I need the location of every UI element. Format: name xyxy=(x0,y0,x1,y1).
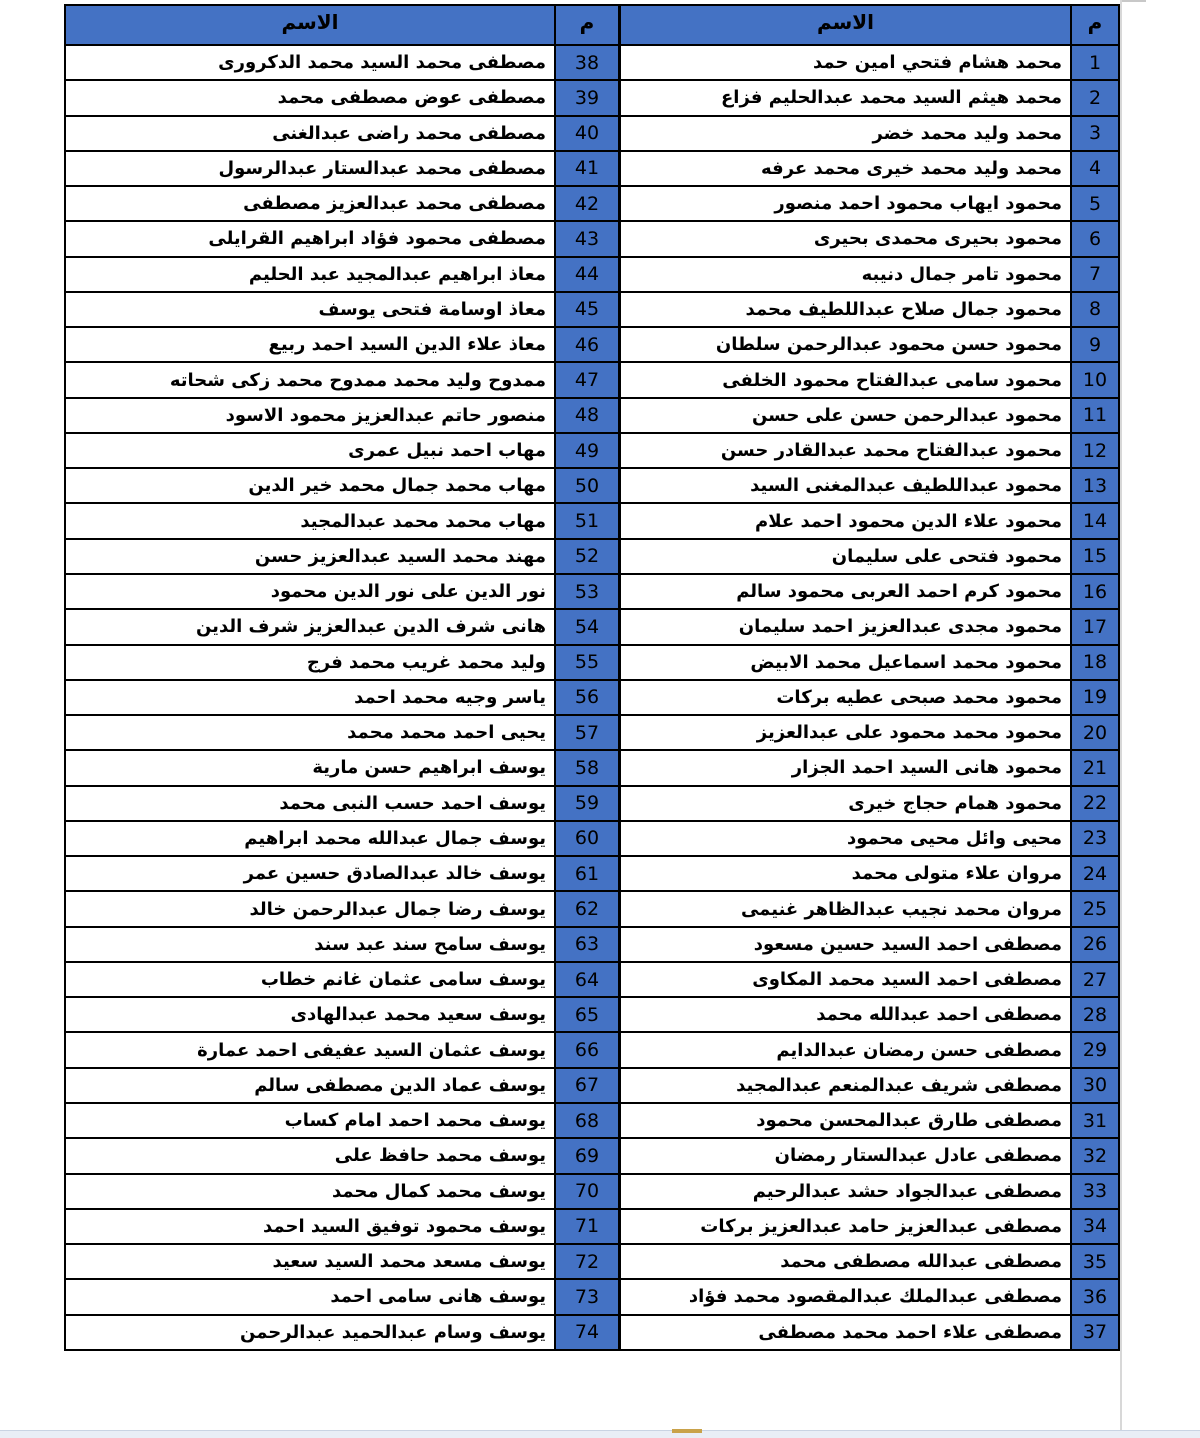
row-number-cell: 29 xyxy=(1071,1032,1119,1067)
student-name-cell: ممدوح وليد محمد ممدوح محمد زكى شحاته xyxy=(65,362,555,397)
student-name-cell: مهاب احمد نبيل عمرى xyxy=(65,433,555,468)
table-row xyxy=(620,891,1119,926)
row-number-cell: 44 xyxy=(555,257,619,292)
row-number-cell: 71 xyxy=(555,1209,619,1244)
table-row xyxy=(620,45,1119,80)
student-name-cell: مروان محمد نجيب عبدالظاهر غنيمى xyxy=(620,891,1071,926)
table-row xyxy=(620,151,1119,186)
row-number-cell: 62 xyxy=(555,891,619,926)
student-name-cell: محمود محمد اسماعيل محمد الابيض xyxy=(620,645,1071,680)
row-number-cell: 20 xyxy=(1071,715,1119,750)
student-name-cell: مصطفى عبدالملك عبدالمقصود محمد فؤاد xyxy=(620,1279,1071,1314)
student-name-cell: مصطفى محمود فؤاد ابراهيم القرايلى xyxy=(65,221,555,256)
table-row xyxy=(65,1068,619,1103)
table-row xyxy=(65,257,619,292)
table-row xyxy=(620,1138,1119,1173)
table-row xyxy=(65,1279,619,1314)
student-name-cell: مصطفى احمد السيد حسين مسعود xyxy=(620,927,1071,962)
table-row xyxy=(620,362,1119,397)
table-row xyxy=(620,715,1119,750)
student-name-cell: يوسف احمد حسب النبى محمد xyxy=(65,786,555,821)
name-column-header: الاسم xyxy=(65,5,555,45)
table-row xyxy=(65,1244,619,1279)
student-name-cell: يوسف جمال عبدالله محمد ابراهيم xyxy=(65,821,555,856)
row-number-cell: 39 xyxy=(555,80,619,115)
row-number-cell: 63 xyxy=(555,927,619,962)
table-row xyxy=(620,1032,1119,1067)
student-name-cell: محمود عبداللطيف عبدالمغنى السيد xyxy=(620,468,1071,503)
student-name-cell: يوسف ابراهيم حسن مارية xyxy=(65,750,555,785)
row-number-cell: 11 xyxy=(1071,398,1119,433)
row-number-cell: 37 xyxy=(1071,1315,1119,1350)
student-name-cell: محمود محمد صبحى عطيه بركات xyxy=(620,680,1071,715)
row-number-cell: 45 xyxy=(555,292,619,327)
student-name-cell: يوسف سامى عثمان غانم خطاب xyxy=(65,962,555,997)
row-number-cell: 49 xyxy=(555,433,619,468)
student-name-cell: يوسف عماد الدين مصطفى سالم xyxy=(65,1068,555,1103)
table-row xyxy=(65,151,619,186)
table-row xyxy=(65,891,619,926)
row-number-cell: 72 xyxy=(555,1244,619,1279)
student-name-cell: مهند محمد السيد عبدالعزيز حسن xyxy=(65,539,555,574)
table-row xyxy=(620,680,1119,715)
name-column-header: الاسم xyxy=(620,5,1071,45)
row-number-cell: 27 xyxy=(1071,962,1119,997)
row-number-cell: 56 xyxy=(555,680,619,715)
student-name-cell: يوسف محمد احمد امام كساب xyxy=(65,1103,555,1138)
table-row xyxy=(620,1279,1119,1314)
row-number-cell: 17 xyxy=(1071,609,1119,644)
row-number-cell: 31 xyxy=(1071,1103,1119,1138)
student-name-cell: محمود محمد محمود على عبدالعزيز xyxy=(620,715,1071,750)
row-number-cell: 41 xyxy=(555,151,619,186)
table-row xyxy=(620,468,1119,503)
row-number-cell: 59 xyxy=(555,786,619,821)
row-number-cell: 32 xyxy=(1071,1138,1119,1173)
table-row xyxy=(65,786,619,821)
student-name-cell: مصطفى حسن رمضان عبدالدايم xyxy=(620,1032,1071,1067)
student-name-cell: محمود عبدالرحمن حسن على حسن xyxy=(620,398,1071,433)
table-row xyxy=(65,116,619,151)
table-row xyxy=(65,680,619,715)
student-name-cell: محمود علاء الدين محمود احمد علام xyxy=(620,503,1071,538)
row-number-cell: 48 xyxy=(555,398,619,433)
row-number-cell: 25 xyxy=(1071,891,1119,926)
row-number-cell: 52 xyxy=(555,539,619,574)
table-row xyxy=(65,539,619,574)
row-number-cell: 16 xyxy=(1071,574,1119,609)
row-number-cell: 13 xyxy=(1071,468,1119,503)
student-name-cell: وليد محمد غريب محمد فرج xyxy=(65,645,555,680)
row-number-cell: 66 xyxy=(555,1032,619,1067)
table-row xyxy=(65,80,619,115)
table-row xyxy=(620,503,1119,538)
table-row xyxy=(620,1103,1119,1138)
table-row xyxy=(65,1103,619,1138)
student-name-cell: يحيى احمد محمد محمد xyxy=(65,715,555,750)
row-number-cell: 51 xyxy=(555,503,619,538)
student-name-cell: معاذ علاء الدين السيد احمد ربيع xyxy=(65,327,555,362)
student-name-cell: محيى وائل محيى محمود xyxy=(620,821,1071,856)
student-name-cell: محمود جمال صلاح عبداللطيف محمد xyxy=(620,292,1071,327)
table-row xyxy=(65,715,619,750)
row-number-cell: 38 xyxy=(555,45,619,80)
row-number-cell: 69 xyxy=(555,1138,619,1173)
row-number-cell: 22 xyxy=(1071,786,1119,821)
table-body-left xyxy=(65,45,619,1350)
row-number-cell: 42 xyxy=(555,186,619,221)
row-number-cell: 64 xyxy=(555,962,619,997)
row-number-cell: 7 xyxy=(1071,257,1119,292)
student-name-cell: يوسف عثمان السيد عفيفى احمد عمارة xyxy=(65,1032,555,1067)
table-row xyxy=(620,257,1119,292)
table-row xyxy=(65,1032,619,1067)
student-name-cell: مصطفى طارق عبدالمحسن محمود xyxy=(620,1103,1071,1138)
row-number-cell: 8 xyxy=(1071,292,1119,327)
table-row xyxy=(620,856,1119,891)
table-row xyxy=(620,1315,1119,1350)
table-row xyxy=(620,1174,1119,1209)
row-number-cell: 73 xyxy=(555,1279,619,1314)
table-header-row xyxy=(620,5,1119,45)
table-row xyxy=(65,186,619,221)
table-row xyxy=(65,962,619,997)
bottom-marker xyxy=(672,1429,702,1433)
table-row xyxy=(65,997,619,1032)
table-row xyxy=(620,433,1119,468)
row-number-cell: 33 xyxy=(1071,1174,1119,1209)
student-name-cell: معاذ اوسامة فتحى يوسف xyxy=(65,292,555,327)
table-row xyxy=(65,609,619,644)
student-name-cell: مصطفى محمد عبدالستار عبدالرسول xyxy=(65,151,555,186)
row-number-cell: 40 xyxy=(555,116,619,151)
table-row xyxy=(620,292,1119,327)
row-number-cell: 14 xyxy=(1071,503,1119,538)
row-number-cell: 15 xyxy=(1071,539,1119,574)
student-name-cell: محمد هشام فتحي امين حمد xyxy=(620,45,1071,80)
row-number-cell: 68 xyxy=(555,1103,619,1138)
row-number-cell: 46 xyxy=(555,327,619,362)
student-name-cell: مصطفى احمد السيد محمد المكاوى xyxy=(620,962,1071,997)
row-number-cell: 28 xyxy=(1071,997,1119,1032)
row-number-cell: 9 xyxy=(1071,327,1119,362)
student-name-cell: محمود فتحى على سليمان xyxy=(620,539,1071,574)
table-row xyxy=(65,1174,619,1209)
row-number-cell: 23 xyxy=(1071,821,1119,856)
student-name-cell: محمود عبدالفتاح محمد عبدالقادر حسن xyxy=(620,433,1071,468)
student-name-cell: محمود تامر جمال دنيبه xyxy=(620,257,1071,292)
student-name-cell: مصطفى احمد عبدالله محمد xyxy=(620,997,1071,1032)
table-row xyxy=(620,1068,1119,1103)
row-number-cell: 34 xyxy=(1071,1209,1119,1244)
table-row xyxy=(620,80,1119,115)
table-row xyxy=(65,856,619,891)
table-row xyxy=(65,45,619,80)
number-column-header: م xyxy=(555,5,619,45)
table-row xyxy=(65,398,619,433)
table-row xyxy=(65,221,619,256)
row-number-cell: 4 xyxy=(1071,151,1119,186)
table-row xyxy=(65,327,619,362)
student-name-cell: محمود ايهاب محمود احمد منصور xyxy=(620,186,1071,221)
student-name-cell: مصطفى علاء احمد محمد مصطفى xyxy=(620,1315,1071,1350)
student-name-cell: محمود هانى السيد احمد الجزار xyxy=(620,750,1071,785)
row-number-cell: 21 xyxy=(1071,750,1119,785)
row-number-cell: 1 xyxy=(1071,45,1119,80)
row-number-cell: 36 xyxy=(1071,1279,1119,1314)
student-name-cell: مصطفى عبدالجواد حشد عبدالرحيم xyxy=(620,1174,1071,1209)
table-row xyxy=(620,609,1119,644)
row-number-cell: 12 xyxy=(1071,433,1119,468)
student-name-cell: يوسف محمود توفيق السيد احمد xyxy=(65,1209,555,1244)
table-body-right xyxy=(620,45,1119,1350)
table-row xyxy=(65,362,619,397)
student-name-cell: محمد هيثم السيد محمد عبدالحليم فزاع xyxy=(620,80,1071,115)
student-name-cell: مصطفى عبدالعزيز حامد عبدالعزيز بركات xyxy=(620,1209,1071,1244)
table-row xyxy=(620,645,1119,680)
table-row xyxy=(620,927,1119,962)
row-number-cell: 43 xyxy=(555,221,619,256)
student-name-cell: يوسف سعيد محمد عبدالهادى xyxy=(65,997,555,1032)
student-name-cell: مصطفى محمد عبدالعزيز مصطفى xyxy=(65,186,555,221)
table-row xyxy=(620,1244,1119,1279)
student-name-cell: يوسف رضا جمال عبدالرحمن خالد xyxy=(65,891,555,926)
student-name-cell: مهاب محمد جمال محمد خير الدين xyxy=(65,468,555,503)
row-number-cell: 19 xyxy=(1071,680,1119,715)
row-number-cell: 61 xyxy=(555,856,619,891)
student-name-cell: يوسف سامح سند عبد سند xyxy=(65,927,555,962)
row-number-cell: 18 xyxy=(1071,645,1119,680)
table-row xyxy=(65,927,619,962)
student-name-cell: يوسف مسعد محمد السيد سعيد xyxy=(65,1244,555,1279)
page-corner-mark xyxy=(1122,0,1146,2)
table-row xyxy=(65,1209,619,1244)
student-name-cell: محمود همام حجاج خيرى xyxy=(620,786,1071,821)
student-name-cell: محمود بحيرى محمدى بحيرى xyxy=(620,221,1071,256)
row-number-cell: 30 xyxy=(1071,1068,1119,1103)
student-name-cell: مصطفى عادل عبدالستار رمضان xyxy=(620,1138,1071,1173)
row-number-cell: 57 xyxy=(555,715,619,750)
table-row xyxy=(620,574,1119,609)
row-number-cell: 74 xyxy=(555,1315,619,1350)
row-number-cell: 60 xyxy=(555,821,619,856)
student-name-cell: محمود مجدى عبدالعزيز احمد سليمان xyxy=(620,609,1071,644)
table-row xyxy=(620,997,1119,1032)
number-column-header: م xyxy=(1071,5,1119,45)
table-row xyxy=(65,292,619,327)
student-name-cell: محمود حسن محمود عبدالرحمن سلطان xyxy=(620,327,1071,362)
table-row xyxy=(620,539,1119,574)
table-row xyxy=(620,327,1119,362)
row-number-cell: 67 xyxy=(555,1068,619,1103)
table-row xyxy=(65,645,619,680)
student-name-cell: محمد وليد محمد خضر xyxy=(620,116,1071,151)
table-row xyxy=(620,116,1119,151)
row-number-cell: 10 xyxy=(1071,362,1119,397)
row-number-cell: 35 xyxy=(1071,1244,1119,1279)
student-name-cell: مصطفى محمد راضى عبدالغنى xyxy=(65,116,555,151)
student-name-cell: ياسر وجيه محمد احمد xyxy=(65,680,555,715)
table-row xyxy=(65,468,619,503)
row-number-cell: 50 xyxy=(555,468,619,503)
row-number-cell: 53 xyxy=(555,574,619,609)
table-row xyxy=(620,786,1119,821)
table-row xyxy=(65,574,619,609)
row-number-cell: 58 xyxy=(555,750,619,785)
names-table-right xyxy=(619,4,1120,1351)
row-number-cell: 26 xyxy=(1071,927,1119,962)
row-number-cell: 54 xyxy=(555,609,619,644)
table-row xyxy=(620,750,1119,785)
student-name-cell: مروان علاء متولى محمد xyxy=(620,856,1071,891)
student-name-cell: مصطفى عوض مصطفى محمد xyxy=(65,80,555,115)
table-row xyxy=(620,1209,1119,1244)
row-number-cell: 3 xyxy=(1071,116,1119,151)
student-name-cell: منصور حاتم عبدالعزيز محمود الاسود xyxy=(65,398,555,433)
table-row xyxy=(65,821,619,856)
table-row xyxy=(65,1138,619,1173)
student-name-cell: محمود كرم احمد العربى محمود سالم xyxy=(620,574,1071,609)
student-name-cell: يوسف محمد حافظ على xyxy=(65,1138,555,1173)
row-number-cell: 5 xyxy=(1071,186,1119,221)
student-name-cell: يوسف محمد كمال محمد xyxy=(65,1174,555,1209)
student-name-cell: محمود سامى عبدالفتاح محمود الخلفى xyxy=(620,362,1071,397)
row-number-cell: 2 xyxy=(1071,80,1119,115)
student-name-cell: محمد وليد محمد خيرى محمد عرفه xyxy=(620,151,1071,186)
table-row xyxy=(65,433,619,468)
table-row xyxy=(620,398,1119,433)
row-number-cell: 70 xyxy=(555,1174,619,1209)
table-row xyxy=(620,221,1119,256)
student-name-cell: يوسف خالد عبدالصادق حسين عمر xyxy=(65,856,555,891)
table-row xyxy=(620,962,1119,997)
student-name-cell: مصطفى محمد السيد محمد الدكرورى xyxy=(65,45,555,80)
table-row xyxy=(620,186,1119,221)
student-name-cell: مصطفى شريف عبدالمنعم عبدالمجيد xyxy=(620,1068,1071,1103)
row-number-cell: 6 xyxy=(1071,221,1119,256)
table-row xyxy=(65,750,619,785)
row-number-cell: 47 xyxy=(555,362,619,397)
row-number-cell: 55 xyxy=(555,645,619,680)
table-header-row xyxy=(65,5,619,45)
row-number-cell: 24 xyxy=(1071,856,1119,891)
student-name-cell: نور الدين على نور الدين محمود xyxy=(65,574,555,609)
names-table-left xyxy=(64,4,620,1351)
page-edge-line xyxy=(1120,0,1122,1437)
table-row xyxy=(65,503,619,538)
table-row xyxy=(65,1315,619,1350)
student-name-cell: معاذ ابراهيم عبدالمجيد عبد الحليم xyxy=(65,257,555,292)
student-name-cell: يوسف وسام عبدالحميد عبدالرحمن xyxy=(65,1315,555,1350)
row-number-cell: 65 xyxy=(555,997,619,1032)
student-name-cell: مهاب محمد محمد عبدالمجيد xyxy=(65,503,555,538)
student-name-cell: هانى شرف الدين عبدالعزيز شرف الدين xyxy=(65,609,555,644)
student-name-cell: يوسف هانى سامى احمد xyxy=(65,1279,555,1314)
table-row xyxy=(620,821,1119,856)
student-name-cell: مصطفى عبدالله مصطفى محمد xyxy=(620,1244,1071,1279)
